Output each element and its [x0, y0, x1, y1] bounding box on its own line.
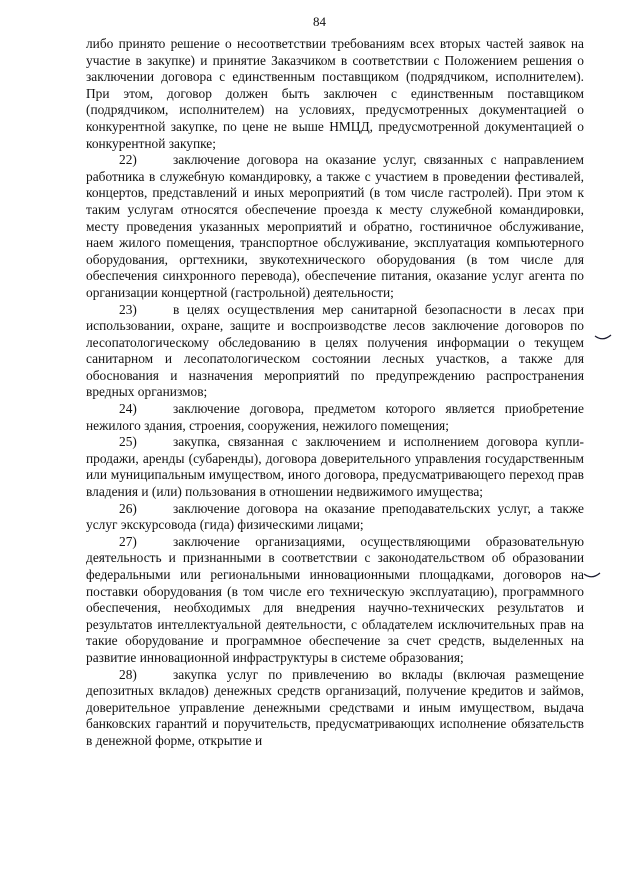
paragraph-text: либо принято решение о несоответствии требованиям всех вторых частей заявок на участие в закупке) и принятие Заказчиком в соответствии с Положением решения о заключении договора с единственным поставщиком (подрядчиком, исполнителем). При этом, договор должен быть заключен с единственным поставщиком (подрядчиком, исполнителем) на условиях, предусмотренных документацией о конкурентной закупке, по цене не выше НМЦД, предусмотренной документацией о конкурентной закупке; — [86, 36, 584, 151]
item-number: 24) — [119, 401, 137, 417]
list-item-24 — [86, 401, 584, 434]
list-item-23 — [86, 302, 584, 402]
paragraph-text: заключение договора на оказание преподавательских услуг, а также услуг экскурсовода (гида) физическими лицами; — [86, 500, 584, 533]
paragraph-text: закупка услуг по привлечению во вклады (включая размещение депозитных вкладов) денежных средств организаций, получение кредитов и займов, доверительное управление денежными средствами и иным имуществом, выдача банковских гарантий и поручительств, предусматривающих исполнение обязательств в денежной форме, открытие и — [86, 666, 584, 748]
paragraph-text: заключение договора на оказание услуг, связанных с направлением работника в служебную командировку, а также с участием в проведении фестивалей, концертов, представлений и иных мероприятий (в том числе гастролей). При этом к таким услугам относятся обеспечение проезда к месту служебной командировки, месту проведения указанных мероприятий и обратно, гостиничное обслуживание, наем жилого помещения, транспортное обслуживание, эксплуатация компьютерного оборудования, оргтехники, звукотехнического оборудования (в том числе для обеспечения синхронного перевода), обеспечение питания, оказание услуг агента по организации концертной (гастрольной) деятельности; — [86, 152, 584, 300]
item-number: 23) — [119, 301, 137, 317]
list-item-27 — [86, 534, 584, 667]
list-item-28 — [86, 667, 584, 750]
paragraph-text: закупка, связанная с заключением и исполнением договора купли-продажи, аренды (субаренды), договора доверительного управления государственным или муниципальным имуществом, иного договора, предусматривающего переход прав владения и (или) пользования в отношении недвижимого имущества; — [86, 434, 584, 500]
paragraph-text: заключение договора, предметом которого является приобретение нежилого здания, строения, сооружения, нежилого помещения; — [86, 401, 584, 433]
item-number: 27) — [119, 533, 137, 549]
item-number: 28) — [119, 666, 137, 682]
list-item-26 — [86, 501, 584, 534]
paragraph-text: заключение организациями, осуществляющими образовательную деятельность и признанными в соответствии с законодательством об образовании федеральными или региональными инновационными площадками, договоров на поставки оборудования (в том числе его техническую эксплуатацию), программного обеспечения, необходимых для внедрения научно-технических результатов и результатов интеллектуальной деятельности, с обладателем исключительных прав на такие оборудование и программное обеспечение за счет средств, выделенных на развитие инновационной инфраструктуры в системе образования; — [86, 533, 584, 665]
item-number: 26) — [119, 500, 137, 516]
item-number: 22) — [119, 152, 137, 168]
paragraph-continuation — [86, 36, 584, 152]
margin-tick-mark — [594, 334, 612, 342]
paragraph-text: в целях осуществления мер санитарной безопасности в лесах при использовании, охране, защите и воспроизводстве лесов заключение договоров по лесопатологическому обследованию в целях получения информации о текущем санитарном и лесопатологическом состоянии лесных участков, а также для обоснования и назначения мероприятий по предупреждению распространения вредных организмов; — [86, 301, 584, 400]
list-item-22 — [86, 152, 584, 301]
page-number: 84 — [313, 14, 326, 29]
list-item-25 — [86, 434, 584, 500]
item-number: 25) — [119, 434, 137, 450]
document-body — [86, 36, 584, 750]
margin-tick-mark — [583, 572, 601, 580]
